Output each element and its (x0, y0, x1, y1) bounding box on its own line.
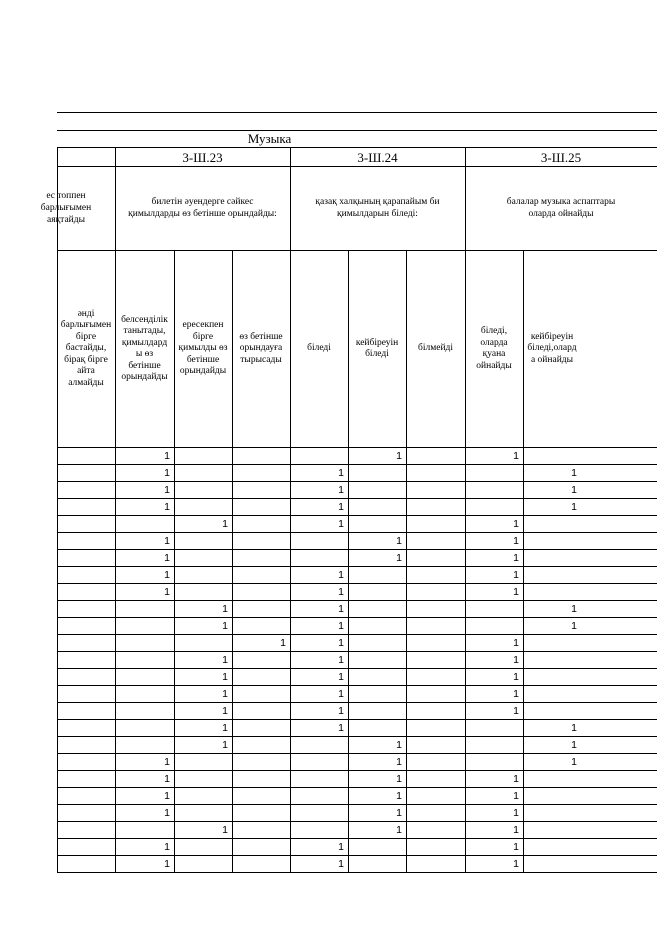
text-line: оларда (480, 337, 508, 348)
score-cell: 1 (222, 654, 228, 666)
text-line: қимылдарды өз бетінше орындайды: (128, 209, 277, 219)
score-cell: 1 (338, 671, 344, 683)
text-line: тырысады (240, 354, 282, 365)
score-cell: 1 (338, 705, 344, 717)
score-cell: 1 (571, 467, 577, 479)
text-line: оларда ойнайды (528, 209, 594, 219)
text-line: бастайды, (65, 343, 107, 354)
score-cell: 1 (164, 586, 170, 598)
score-cell: 1 (222, 722, 228, 734)
score-cell: 1 (338, 841, 344, 853)
score-cell: 1 (571, 756, 577, 768)
text-line: балалар музыка аспаптары (506, 197, 616, 207)
indicator-description-text (507, 196, 616, 220)
score-cell: 1 (513, 518, 519, 530)
score-cell: 1 (164, 858, 170, 870)
text-line: бетінше (186, 354, 220, 365)
score-cell: 1 (338, 518, 344, 530)
score-cell: 1 (513, 688, 519, 700)
score-cell: 1 (164, 841, 170, 853)
level-header (466, 251, 522, 447)
score-cell: 1 (164, 501, 170, 513)
score-cell: 1 (164, 467, 170, 479)
score-cell: 1 (222, 739, 228, 751)
indicator-description (465, 167, 657, 249)
score-cell: 1 (338, 586, 344, 598)
text-line: ы өз (135, 349, 154, 359)
score-cell: 1 (513, 790, 519, 802)
text-line: билетін әуендерге сәйкес (151, 197, 254, 207)
score-cell: 1 (396, 790, 402, 802)
level-header-text (356, 338, 398, 361)
text-line: бетінше (128, 360, 161, 371)
row-rule (57, 872, 657, 873)
score-cell: 1 (396, 552, 402, 564)
score-cell: 1 (338, 569, 344, 581)
text-line: барлығымен (40, 203, 92, 213)
row-rule (57, 515, 657, 516)
score-cell: 1 (571, 722, 577, 734)
score-cell: 1 (338, 501, 344, 513)
score-cell: 1 (338, 654, 344, 666)
indicator-description-text (128, 196, 277, 220)
row-rule (57, 668, 657, 669)
text-line: бірге (75, 331, 97, 342)
text-line: аяқтайды (46, 215, 85, 225)
score-cell: 1 (571, 739, 577, 751)
score-cell: 1 (222, 688, 228, 700)
level-header-text (61, 309, 111, 390)
level-header (58, 251, 114, 447)
spreadsheet-viewport (40, 112, 616, 877)
text-line: білмейді (418, 343, 453, 354)
text-line: алмайды (68, 377, 104, 388)
text-line: әнді (77, 308, 95, 319)
score-cell: 1 (164, 569, 170, 581)
score-cell: 1 (164, 552, 170, 564)
text-line: бірақ бірге (64, 354, 108, 365)
score-cell: 1 (571, 484, 577, 496)
score-cell: 1 (222, 620, 228, 632)
score-cell: 1 (396, 807, 402, 819)
score-cell: 1 (513, 807, 519, 819)
rule-header (57, 130, 657, 131)
score-cell: 1 (222, 603, 228, 615)
score-cell: 1 (571, 620, 577, 632)
score-cell: 1 (396, 739, 402, 751)
level-header-text (476, 326, 511, 372)
score-cell: 1 (338, 722, 344, 734)
indicator-description (290, 167, 465, 249)
indicator-code: 3-Ш.23 (182, 150, 223, 165)
score-cell: 1 (280, 637, 286, 649)
level-header-text (418, 343, 453, 355)
score-cell: 1 (164, 790, 170, 802)
indicator-description-text (41, 190, 91, 226)
indicator-code: 3-Ш.24 (357, 150, 398, 165)
score-cell: 1 (338, 637, 344, 649)
indicator-description-text (315, 196, 439, 220)
rule-codes-top (57, 147, 657, 148)
text-line: танытады, (123, 326, 166, 336)
row-rule (57, 634, 657, 635)
score-cell: 1 (513, 535, 519, 547)
score-cell: 1 (222, 705, 228, 717)
row-rule (57, 651, 657, 652)
score-cell: 1 (513, 824, 519, 836)
text-line: өз бетінше (239, 331, 283, 342)
indicator-code: 3-Ш.25 (540, 150, 582, 165)
level-header (524, 251, 580, 447)
score-cell: 1 (338, 603, 344, 615)
score-cell: 1 (396, 535, 402, 547)
text-line: біледі,олард (527, 343, 577, 354)
level-header (175, 251, 231, 447)
score-cell: 1 (571, 603, 577, 615)
level-header-text (179, 320, 228, 378)
level-header (233, 251, 289, 447)
score-cell: 1 (513, 841, 519, 853)
text-line: қимылдард (121, 337, 168, 348)
text-line: қуана (482, 349, 506, 359)
score-cell: 1 (338, 467, 344, 479)
score-cell: 1 (396, 756, 402, 768)
level-header-text (239, 332, 282, 367)
level-header-text (307, 343, 331, 355)
text-line: қимылдарын біледі: (337, 209, 418, 219)
level-header (349, 251, 405, 447)
score-cell: 1 (338, 620, 344, 632)
text-line: біледі (307, 343, 331, 354)
text-line: белсенділік (121, 314, 168, 325)
score-cell: 1 (164, 807, 170, 819)
text-line: ес топпен (46, 191, 86, 201)
score-cell: 1 (164, 484, 170, 496)
score-cell: 1 (513, 569, 519, 581)
text-line: орындауға (239, 343, 283, 354)
score-cell: 1 (513, 637, 519, 649)
rule-top (57, 112, 657, 113)
text-line: барлығымен (60, 320, 112, 331)
score-cell: 1 (164, 450, 170, 462)
score-cell: 1 (513, 671, 519, 683)
score-cell: 1 (222, 518, 228, 530)
score-cell: 1 (222, 824, 228, 836)
level-header (116, 251, 173, 447)
level-header-text (527, 332, 576, 367)
score-cell: 1 (222, 671, 228, 683)
score-cell: 1 (513, 552, 519, 564)
text-line: қазақ халқының қарапайым би (315, 197, 440, 207)
score-cell: 1 (396, 450, 402, 462)
score-cell: 1 (338, 858, 344, 870)
level-header-text (121, 315, 168, 384)
score-cell: 1 (571, 501, 577, 513)
text-line: орындайды (179, 366, 227, 377)
score-cell: 1 (396, 773, 402, 785)
text-line: орындайды (121, 372, 168, 382)
text-line: кейбіреуін (530, 331, 574, 342)
text-line: а ойнайды (530, 354, 573, 365)
score-cell: 1 (338, 688, 344, 700)
score-cell: 1 (513, 654, 519, 666)
indicator-description (115, 167, 290, 249)
row-rule (57, 685, 657, 686)
score-cell: 1 (338, 484, 344, 496)
row-rule (57, 702, 657, 703)
text-line: біледі (365, 349, 389, 359)
score-cell: 1 (513, 773, 519, 785)
score-cell: 1 (164, 756, 170, 768)
text-line: бірге (192, 331, 214, 342)
score-cell: 1 (513, 858, 519, 870)
text-line: ойнайды (476, 360, 512, 371)
score-cell: 1 (164, 535, 170, 547)
score-cell: 1 (513, 450, 519, 462)
text-line: ересекпен (182, 320, 224, 331)
score-cell: 1 (164, 773, 170, 785)
score-cell: 1 (513, 586, 519, 598)
score-cell: 1 (513, 705, 519, 717)
level-header (407, 251, 464, 447)
indicator-description (17, 167, 115, 249)
text-line: кейбіреуін (355, 337, 399, 348)
score-cell: 1 (396, 824, 402, 836)
text-line: айта (77, 366, 95, 377)
text-line: қимылды өз (178, 343, 228, 354)
level-header (291, 251, 347, 447)
text-line: біледі, (480, 326, 508, 336)
section-title: Музыка (247, 131, 292, 146)
